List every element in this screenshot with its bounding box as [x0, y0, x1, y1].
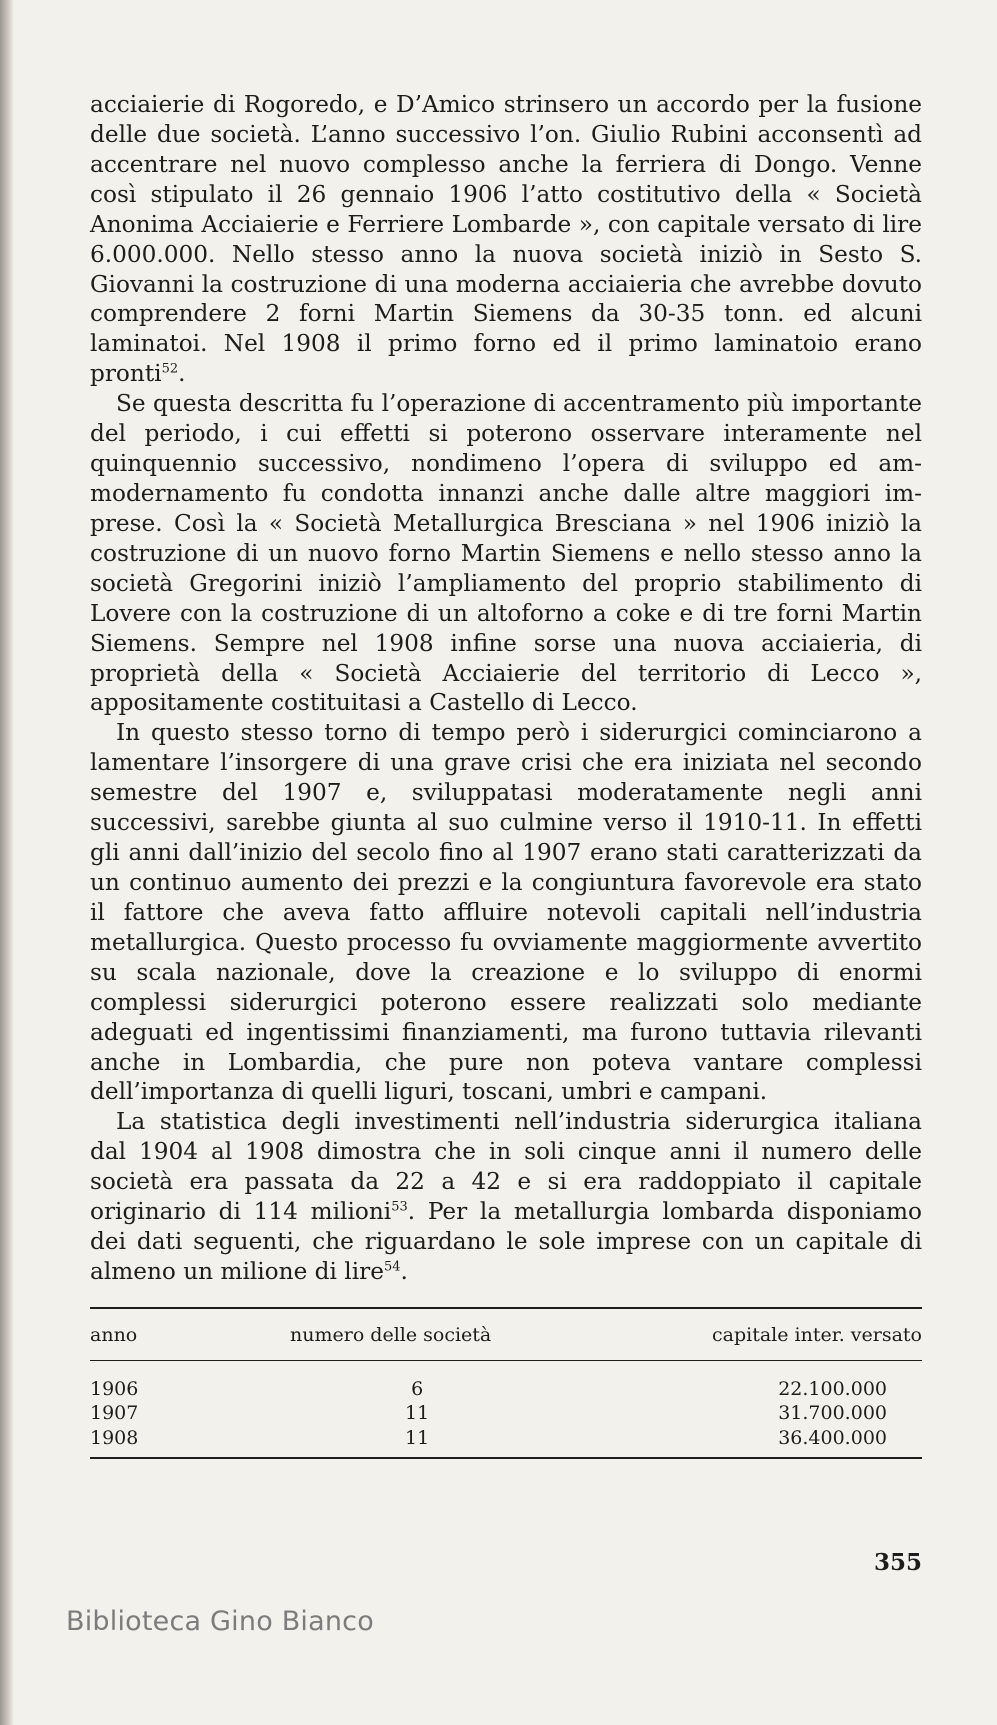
page-edge-shadow: [0, 0, 14, 1725]
paragraph-4-end: .: [400, 1257, 408, 1285]
paragraph-4: [90, 1107, 922, 1287]
footnote-ref-54: 54: [383, 1259, 401, 1275]
cell-year: 1907: [90, 1402, 139, 1425]
paragraph-1: [90, 90, 922, 389]
table-row: [90, 1401, 922, 1426]
paragraph-2: Se questa descritta fu l’operazione di accentramento più importante del periodo, i cui effetti si poterono osservare interamente nel quinquennio successivo, nondimeno l’opera di sviluppo ed ammodernamento fu condotta innanzi anche dalle altre maggiori imprese. Così la « Società Metallurgica Bresciana » nel 1906 iniziò la costruzione di un nuovo forno Martin Siemens e nello stesso anno la società Gregorini iniziò l’ampliamento del proprio stabilimento di Lovere con la costruzione di un altoforno a coke e di tre forni Martin Siemens. Sempre nel 1908 infine sorse una nuova acciaieria, di proprietà della « Società Acciaierie del territorio di Lecco », appositamente costituitasi a Castello di Lecco.: [90, 390, 922, 717]
paragraph-1-end: .: [178, 360, 186, 388]
table-header-row: [90, 1308, 922, 1360]
cell-capital: 31.700.000: [778, 1402, 887, 1425]
cell-capital: 36.400.000: [778, 1426, 887, 1449]
paragraph-4-text-a: La statistica degli investimenti nell’industria siderurgica italiana dal 1904 al 1908 dimostra che in soli cinque anni il numero delle società era passata da 22 a 42 e si era raddoppiato il capitale originario di 114 milioni: [90, 1108, 922, 1226]
cell-count: 6: [411, 1377, 424, 1400]
statistics-table: [90, 1307, 922, 1459]
cell-count: 11: [405, 1426, 430, 1449]
cell-count: 11: [405, 1402, 430, 1425]
cell-capital: 22.100.000: [778, 1377, 887, 1400]
cell-year: 1908: [90, 1426, 139, 1449]
paragraph-4-text-b: . Per la metallurgia lombarda disponiamo dei dati seguenti, che riguardano le sole imprese con un capitale di almeno un milione di lire: [90, 1198, 922, 1285]
table-row: [90, 1360, 922, 1401]
book-page: [90, 90, 922, 1459]
header-count: numero delle società: [290, 1323, 492, 1346]
footnote-ref-52: 52: [161, 361, 179, 377]
paragraph-3: In questo stesso torno di tempo però i siderurgici cominciarono a lamentare l’insorgere di una grave crisi che era iniziata nel secondo semestre del 1907 e, sviluppatasi moderatamente negli anni successivi, sarebbe giunta al suo culmine verso il 1910-11. In effetti gli anni dall’inizio del secolo fino al 1907 erano stati caratterizzati da un continuo aumento dei prezzi e la congiuntura favorevole era stato il fattore che aveva fatto affluire notevoli capitali nell’industria metallurgica. Questo processo fu ovviamente maggiormente avvertito su scala nazionale, dove la creazione e lo sviluppo di enormi complessi siderurgici poterono essere realizzati solo mediante adeguati ed ingentissimi finanziamenti, ma furono tuttavia rilevanti anche in Lombardia, che pure non poteva vantare complessi dell’importanza di quelli liguri, toscani, umbri e campani.: [90, 719, 922, 1106]
cell-year: 1906: [90, 1377, 139, 1400]
table-row: [90, 1426, 922, 1458]
paragraph-1-text: acciaierie di Rogoredo, e D’Amico strinsero un accordo per la fusione delle due società. L’anno successivo l’on. Giulio Rubini acconsentì ad accentrare nel nuovo complesso anche la ferriera di Dongo. Venne così stipulato il 26 gennaio 1906 l’atto costitutivo della « Società Anonima Acciaierie e Ferriere Lombarde », con capitale versato di lire 6.000.000. Nello stesso anno la nuova società iniziò in Sesto S. Giovanni la costruzione di una moderna acciaieria che avrebbe dovuto comprendere 2 forni Martin Siemens da 30-35 tonn. ed alcuni laminatoi. Nel 1908 il primo forno ed il primo laminatoio erano pronti: [90, 91, 922, 388]
page-number: 355: [873, 1549, 922, 1576]
library-watermark: Biblioteca Gino Bianco: [66, 1606, 374, 1637]
statistics-table-wrap: [90, 1307, 922, 1459]
header-capital: capitale inter. versato: [711, 1323, 922, 1346]
header-year: anno: [90, 1323, 138, 1346]
footnote-ref-53: 53: [391, 1199, 408, 1215]
